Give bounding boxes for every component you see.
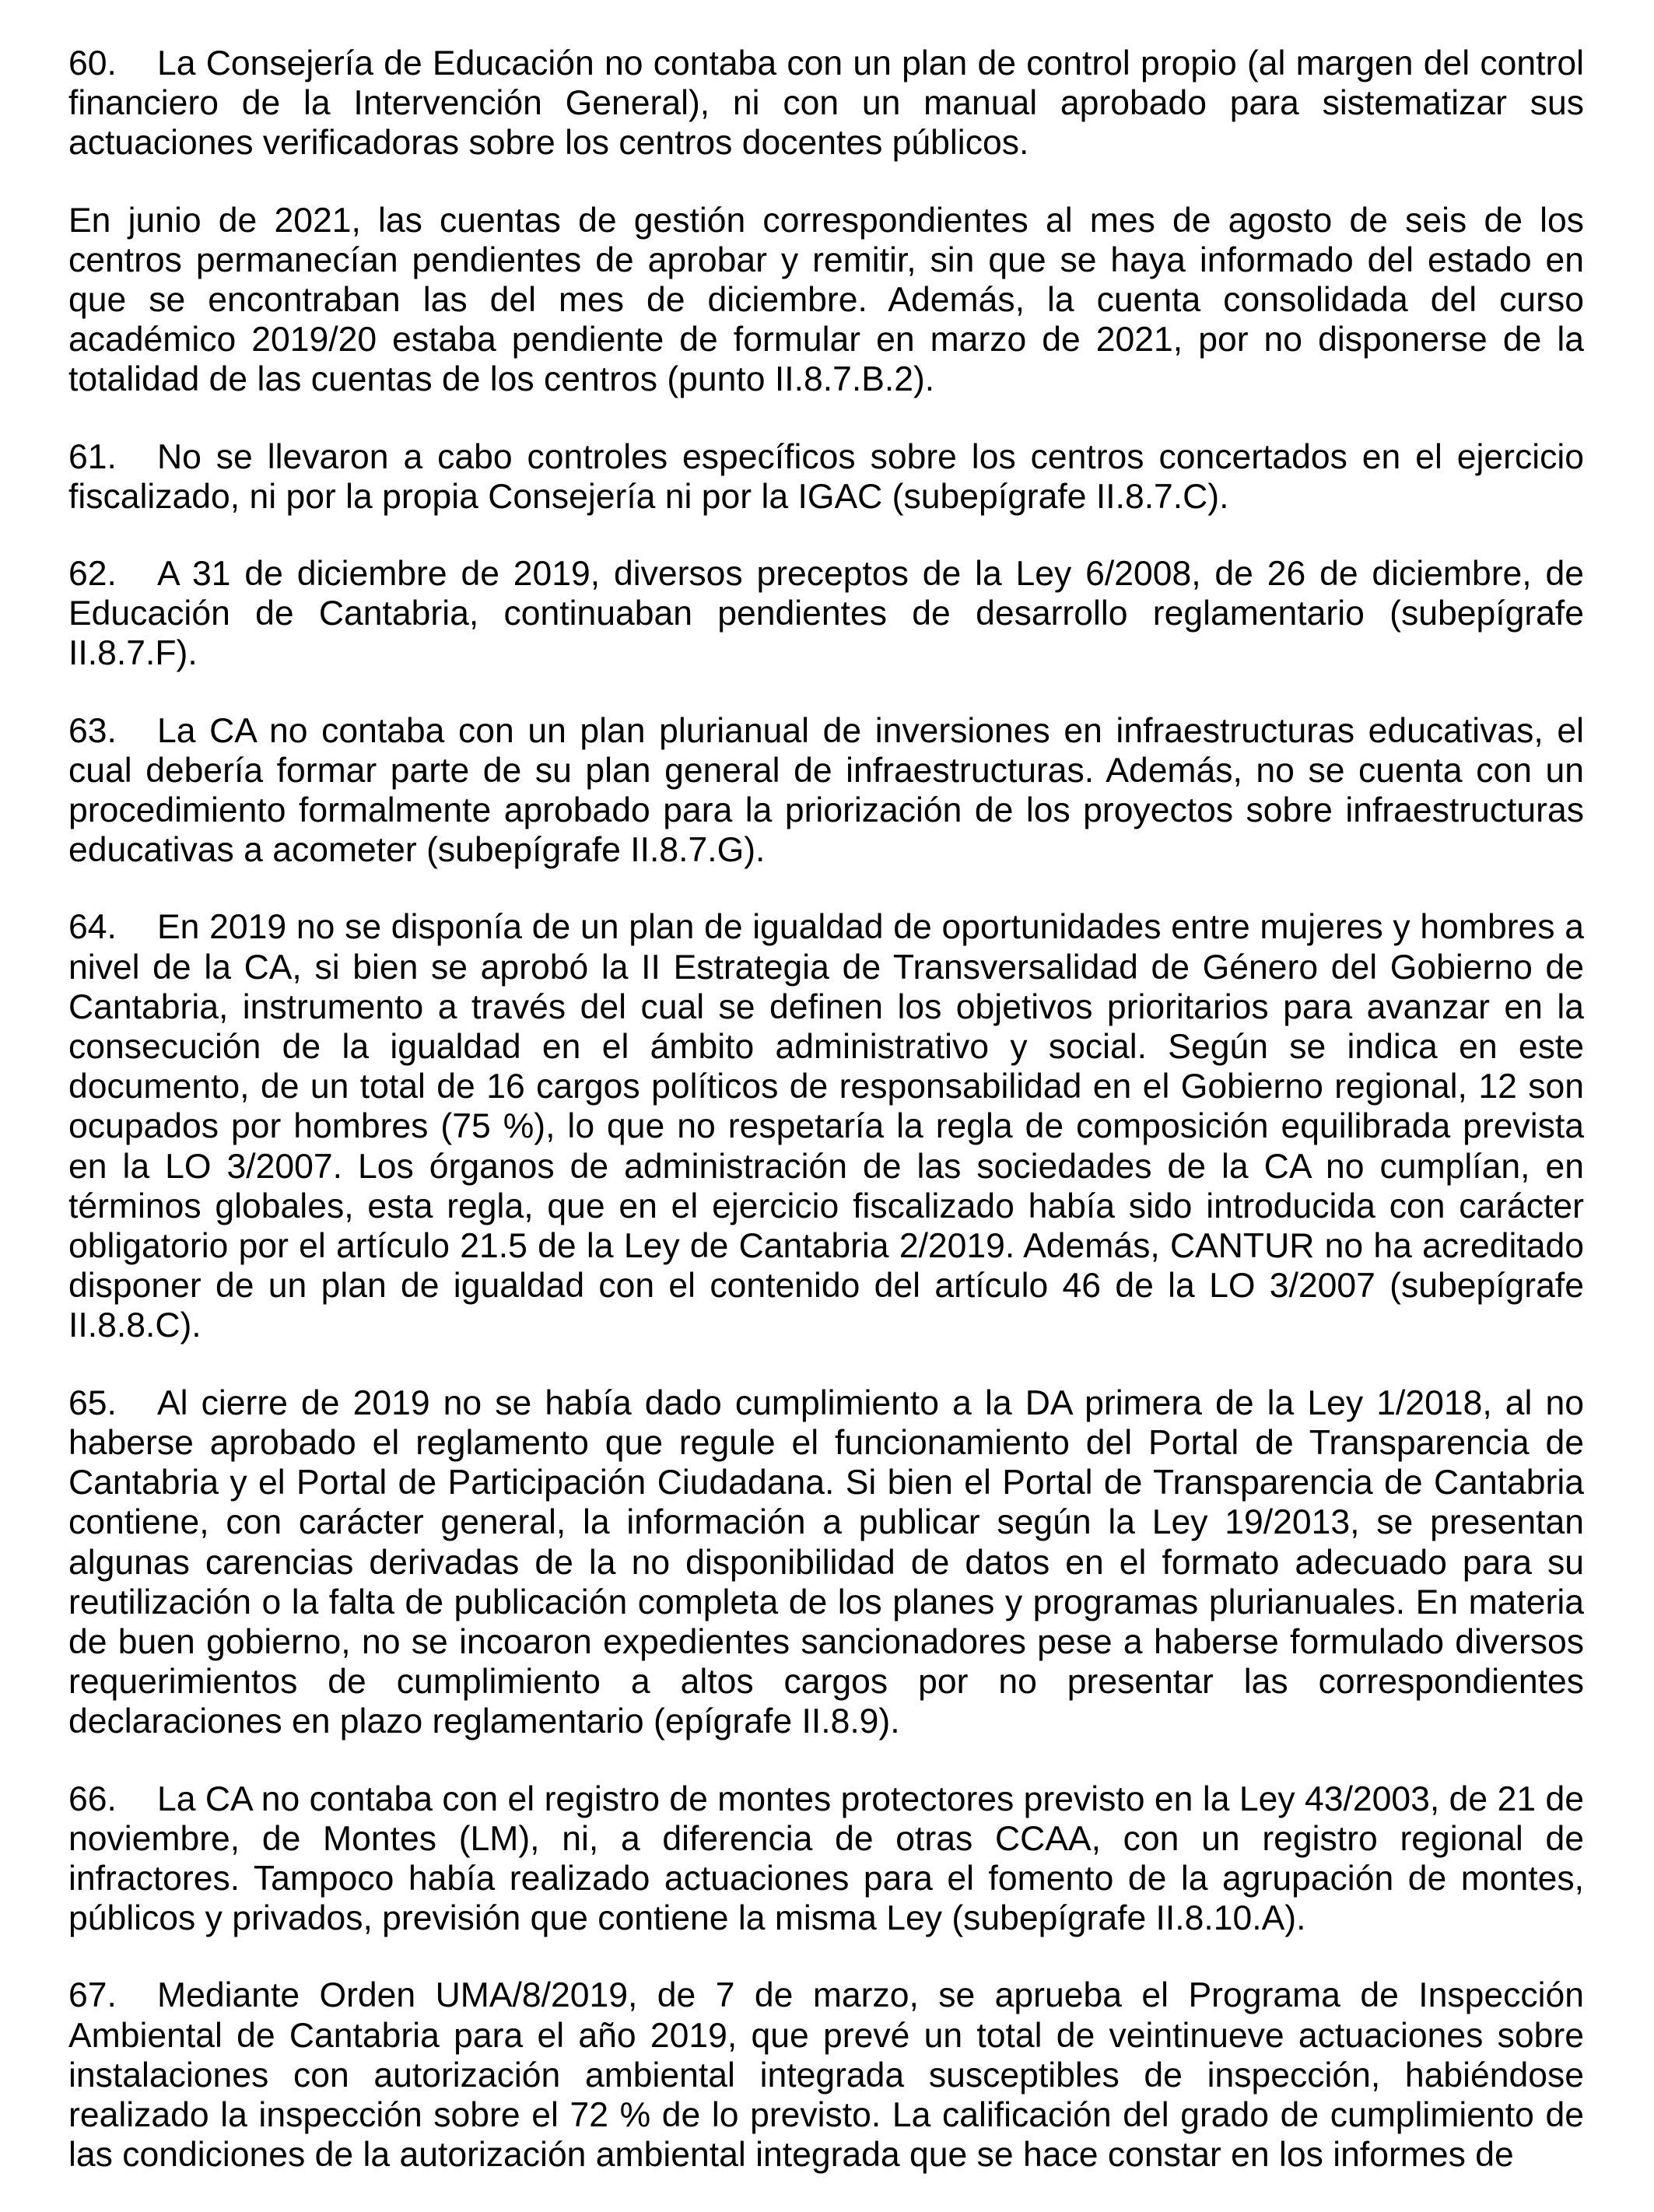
paragraph-65 — [68, 1383, 1584, 1742]
paragraph-67 — [68, 1975, 1584, 2175]
paragraph-number: 62. — [68, 555, 117, 594]
document-page — [68, 44, 1584, 2212]
paragraph-63 — [68, 711, 1584, 871]
paragraph-61 — [68, 437, 1584, 517]
paragraph-number: 60. — [68, 44, 117, 82]
paragraph-number: 61. — [68, 437, 117, 476]
paragraph-number: 66. — [68, 1779, 117, 1818]
paragraph-text: Mediante Orden UMA/8/2019, de 7 de marzo, se aprueba el Programa de Inspección Ambiental de Cantabria para el año 2019, que prevé un total de veintinueve actuaciones sobre instalaciones con autorización ambiental integrada susceptibles de inspección, habiéndose realizado la inspección sobre el 72 % de lo previsto. La calificación del grado de cumplimiento de las condiciones de la autorización ambiental integrada que se hace constar en los informes de — [68, 1976, 1584, 2175]
paragraph-text: La Consejería de Educación no contaba con un plan de control propio (al margen del control financiero de la Intervención General), ni con un manual aprobado para sistematizar sus actuaciones verificadoras sobre los centros docentes públicos. — [68, 44, 1584, 163]
paragraph-number: 65. — [68, 1383, 117, 1422]
paragraph-number: 64. — [68, 908, 117, 947]
paragraph-62 — [68, 554, 1584, 674]
paragraph-60-continued — [68, 201, 1584, 400]
paragraph-64 — [68, 907, 1584, 1345]
paragraph-text: A 31 de diciembre de 2019, diversos preceptos de la Ley 6/2008, de 26 de diciembre, de Educación de Cantabria, continuaban pendientes de desarrollo reglamentario (subepígrafe II.8.7.F). — [68, 555, 1584, 673]
paragraph-text: En 2019 no se disponía de un plan de igualdad de oportunidades entre mujeres y hombres a nivel de la CA, si bien se aprobó la II Estrategia de Transversalidad de Género del Gobierno de Cantabria, instrumento a través del cual se definen los objetivos prioritarios para avanzar en la consecución de la igualdad en el ámbito administrativo y social. Según se indica en este documento, de un total de 16 cargos políticos de responsabilidad en el Gobierno regional, 12 son ocupados por hombres (75 %), lo que no respetaría la regla de composición equilibrada prevista en la LO 3/2007. Los órganos de administración de las sociedades de la CA no cumplían, en términos globales, esta regla, que en el ejercicio fiscalizado había sido introducida con carácter obligatorio por el artículo 21.5 de la Ley de Cantabria 2/2019. Además, CANTUR no ha acreditado disponer de un plan de igualdad con el contenido del artículo 46 de la LO 3/2007 (subepígrafe II.8.8.C). — [68, 908, 1584, 1345]
paragraph-66 — [68, 1779, 1584, 1939]
paragraph-text: La CA no contaba con el registro de montes protectores previsto en la Ley 43/2003, de 21 de noviembre, de Montes (LM), ni, a diferencia de otras CCAA, con un registro regional de infractores. Tampoco había realizado actuaciones para el fomento de la agrupación de montes, públicos y privados, previsión que contiene la misma Ley (subepígrafe II.8.10.A). — [68, 1779, 1584, 1938]
paragraph-number: 63. — [68, 711, 117, 750]
paragraph-text: No se llevaron a cabo controles específicos sobre los centros concertados en el ejercicio fiscalizado, ni por la propia Consejería ni por la IGAC (subepígrafe II.8.7.C). — [68, 437, 1584, 516]
paragraph-text: En junio de 2021, las cuentas de gestión correspondientes al mes de agosto de seis de los centros permanecían pendientes de aprobar y remitir, sin que se haya informado del estado en que se encontraban las del mes de diciembre. Además, la cuenta consolidada del curso académico 2019/20 estaba pendiente de formular en marzo de 2021, por no disponerse de la totalidad de las cuentas de los centros (punto II.8.7.B.2). — [68, 201, 1584, 399]
paragraph-text: Al cierre de 2019 no se había dado cumplimiento a la DA primera de la Ley 1/2018, al no haberse aprobado el reglamento que regule el funcionamiento del Portal de Transparencia de Cantabria y el Portal de Participación Ciudadana. Si bien el Portal de Transparencia de Cantabria contiene, con carácter general, la información a publicar según la Ley 19/2013, se presentan algunas carencias derivadas de la no disponibilidad de datos en el formato adecuado para su reutilización o la falta de publicación completa de los planes y programas plurianuales. En materia de buen gobierno, no se incoaron expedientes sancionadores pese a haberse formulado diversos requerimientos de cumplimiento a altos cargos por no presentar las correspondientes declaraciones en plazo reglamentario (epígrafe II.8.9). — [68, 1383, 1584, 1741]
paragraph-number: 67. — [68, 1976, 117, 2015]
paragraph-60 — [68, 44, 1584, 163]
paragraph-text: La CA no contaba con un plan plurianual de inversiones en infraestructuras educativas, el cual debería formar parte de su plan general de infraestructuras. Además, no se cuenta con un procedimiento formalmente aprobado para la priorización de los proyectos sobre infraestructuras educativas a acometer (subepígrafe II.8.7.G). — [68, 711, 1584, 870]
